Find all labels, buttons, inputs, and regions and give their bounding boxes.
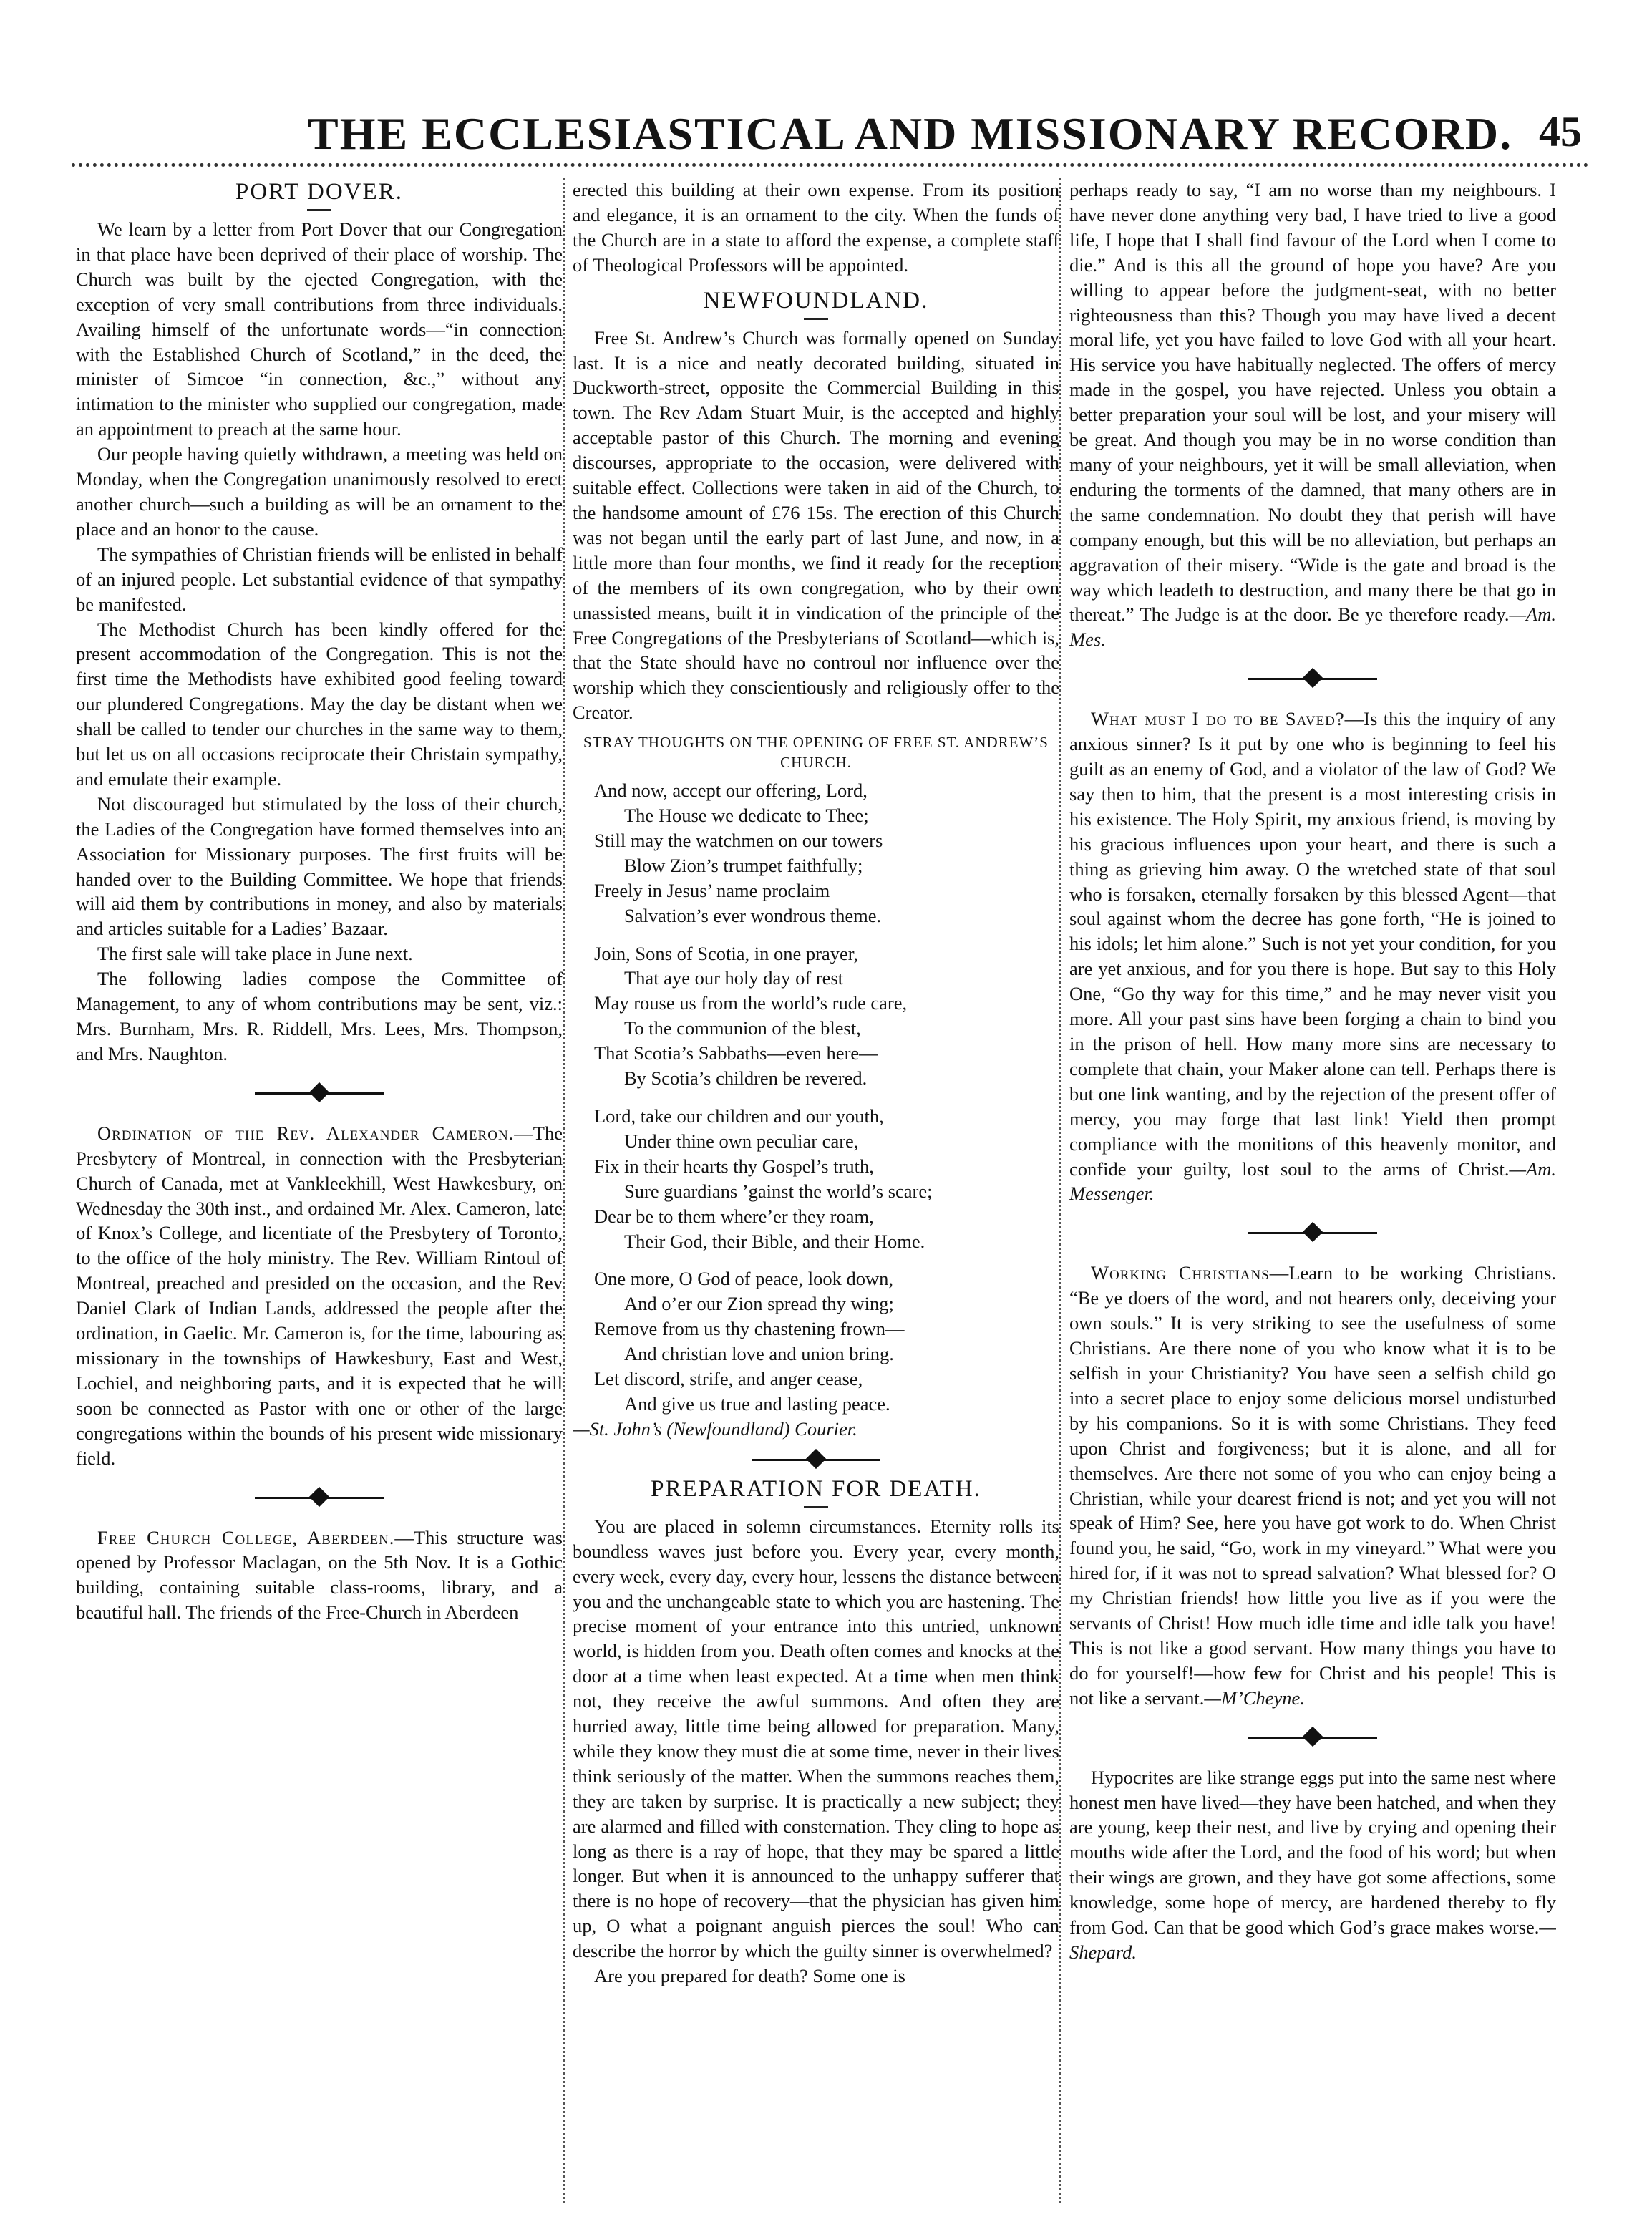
paragraph: Are you prepared for death? Some one is	[594, 1965, 905, 1987]
page-number: 45	[1539, 108, 1582, 155]
article-text: Hypocrites are like strange eggs put into the same nest where honest men have lived—they have been hatched, and when they are young, keep their nest, and live by crying and opening their mouths wide after the Lord, and the food of his word; but when their wings are grown, and they have got some affections, some knowledge, some hope of mercy, are hardened thereby to fly from God. Can that be good which God’s grace makes worse.	[1069, 1766, 1556, 1939]
working-article	[1069, 1261, 1556, 1710]
poem-line: Their God, their Bible, and their Home.	[624, 1230, 925, 1252]
poem-line: That Scotia’s Sabbaths—even here—	[594, 1042, 878, 1064]
poem-line: May rouse us from the world’s rude care,	[594, 992, 908, 1014]
poem-line: Lord, take our children and our youth,	[594, 1105, 884, 1127]
column-left	[76, 178, 563, 2203]
poem-stanza	[594, 1266, 1059, 1416]
column-rule	[563, 178, 565, 2203]
poem-line: And now, accept our offering, Lord,	[594, 780, 868, 802]
paragraph: The following ladies compose the Committee of Management, to any of whom contributions may be sent, viz.: Mrs. Burnham, Mrs. R. Riddell, Mrs. Lees, Mrs. Thompson, and Mrs. Naughton.	[76, 968, 563, 1064]
paragraph: Our people having quietly withdrawn, a meeting was held on Monday, when the Congregation unanimously resolved to erect another church—such a building as will be an ornament to the place and an honor to the cause.	[76, 443, 563, 540]
poem-line: That aye our holy day of rest	[624, 967, 844, 989]
column-right	[1069, 178, 1556, 2203]
page-header	[72, 107, 1589, 165]
poem-line: Blow Zion’s trumpet faithfully;	[624, 854, 863, 876]
poem-line: The House we dedicate to Thee;	[624, 805, 869, 827]
paragraph: perhaps ready to say, “I am no worse than my neighbours. I have never done anything very bad, I have tried to live a good life, I hope that I shall find favour of the Lord when I come to die.” And is this all the ground of hope you have? Are you willing to appear before the judgment-seat, with no better righteousness than this? Though you may have lived a decent moral life, yet you have failed to love God with all your heart. His service you have habitually neglected. The offers of mercy made in the gospel, you have rejected. Unless you obtain a better preparation your soul will be lost, and your misery will be great. And though you may be in no worse condition than many of your neighbours, yet it will be small alleviation, when enduring the torments of the damned, that many others are in the same condemnation. No doubt they that perish will have company enough, but this will be no alleviation, but perhaps an aggravation of their misery. “Wide is the gate and broad is the way which leadeth to destruction, and many there be that go in thereat.” The Judge is at the door. Be ye therefore ready.	[1069, 179, 1556, 626]
what-must-article	[1069, 707, 1556, 1206]
poem-line: Let discord, strife, and anger cease,	[594, 1368, 863, 1390]
source-credit: —Shepard.	[1069, 1916, 1556, 1963]
article-lead: What must I do to be Saved?	[1091, 708, 1345, 730]
poem-line: Salvation’s ever wondrous theme.	[624, 904, 882, 926]
college-article	[76, 1525, 563, 1626]
paragraph: Not discouraged but stimulated by the loss of their church, the Ladies of the Congregation have formed themselves into an Association for Missionary purposes. The first fruits will be handed over to the Building Committee. We hope that friends will aid them by contributions in money, and also by materials and articles suitable for a Ladies’ Bazaar.	[76, 792, 563, 940]
source-credit: —M’Cheyne.	[1204, 1687, 1305, 1709]
poem-line: By Scotia’s children be revered.	[624, 1067, 868, 1090]
article-lead: Free Church College, Aberdeen.	[97, 1526, 395, 1548]
section-ornament	[255, 1082, 384, 1104]
section-ornament	[752, 1449, 880, 1470]
poem-line: And give us true and lasting peace.	[624, 1392, 890, 1415]
paragraph: You are placed in solemn circumstances. Eternity rolls its boundless waves just before you. Every year, every month, every week, every day, every hour, lessens the distance between you and the unchangeable state to which you are hastening. The precise moment of your entrance into this untried, unknown world, is hidden from you. Death often comes and knocks at the door at a time when least expected. At a time when men think not, they receive the awful summons. And often they are hurried away, little time being allowed for preparation. Many, while they know they must die at some time, never in their lives think seriously of the matter. When the summons reaches them, they are taken by surprise. It is practically a new subject; they are alarmed and filled with consternation. They cling to hope as long as there is a ray of hope, that they may be spared a little longer. But when it is announced to the unhappy sufferer that there is no hope of recovery—that the physician has given him up, O what a poignant anguish pierces the soul! Who can describe the horror by which the guilty sinner is overwhelmed?	[573, 1515, 1059, 1962]
paragraph: We learn by a letter from Port Dover that our Congregation in that place have been deprived of their place of worship. The Church was built by the ejected Congregation, with the exception of very small contributions from three individuals. Availing himself of the unfortunate words—“in connection with the Established Church of Scotland,” in the deed, the minister of Simcoe “in connection, &c.,” without any intimation to the minister who supplied our congregation, made an appointment to preach at the same hour.	[76, 218, 563, 440]
article-lead: Ordination of the Rev. Alexander Cameron.	[97, 1122, 515, 1144]
poem-line: To the communion of the blest,	[624, 1017, 861, 1039]
article-text: —Is this the inquiry of any anxious sinner? Is it put by one who is beginning to feel his guilt as an enemy of God, and a violator of the law of God? We say then to him, that the present is a most interesting crisis in his existence. The Holy Spirit, my anxious friend, is moving by his gracious influences upon your heart, and there is such a thing as grieving him away. O the wretched state of that soul who is forsaken, eternally forsaken by this blessed Agent—that soul against whom the decree has gone forth, “He is joined to his idols; let him alone.” Such is not yet your condition, for you are yet anxious, and for you there is hope. But say to this Holy One, “Go thy way for this time,” and he may never visit you more. All your past sins have been forging a chain to bind you in the prison of hell. How many more sins are necessary to complete that chain, your Maker alone can tell. Perhaps there is but one link wanting, and by the rejection of the present offer of mercy, you may forge that last link! Yield then prompt compliance with the monitions of this heavenly monitor, and confide your guilty, lost soul to the arms of Christ.	[1069, 708, 1556, 1180]
poem-stanza	[594, 941, 1059, 1091]
title-dash	[804, 1506, 828, 1508]
paragraph: The sympathies of Christian friends will be enlisted in behalf of an injured people. Let substantial evidence of that sympathy be manifested.	[76, 543, 563, 615]
paragraph: The Methodist Church has been kindly offered for the present accommodation of the Congregation. This is not the first time the Methodists have exhibited good feeling toward our plundered Congregations. May the day be distant when we shall be called to tender our churches in the same way to them, but let us on all occasions reciprocate their Christain sympathy, and emulate their example.	[76, 618, 563, 790]
poem-line: And christian love and union bring.	[624, 1343, 894, 1365]
poem-line: Fix in their hearts thy Gospel’s truth,	[594, 1155, 874, 1177]
header-rule	[72, 163, 1589, 167]
paragraph: The first sale will take place in June next.	[97, 943, 413, 965]
column-middle	[573, 178, 1059, 2203]
preparation-continued	[1069, 178, 1556, 652]
paragraph: Free St. Andrew’s Church was formally opened on Sunday last. It is a nice and neatly decorated building, situated in Duckworth-street, opposite the Commercial Building in this town. The Rev Adam Stuart Muir, is the accepted and highly acceptable pastor of this Church. The morning and evening discourses, appropriate to the occasion, were delivered with suitable effect. Collections were taken in aid of the Church, to the handsome amount of £76 15s. The erection of this Church was not began until the early part of last June, and now, in a little more than four months, we find it ready for the reception of the members of its own congregation, who by their own unassisted means, built it in vindication of the principle of the Free Congregations of the Presbyterians of Scotland—which is, that the State should have no controul nor influence over the worship which they conscientiously and religiously offer to the Creator.	[573, 326, 1059, 724]
section-ornament	[255, 1487, 384, 1508]
section-ornament	[1248, 1727, 1377, 1748]
section-ornament	[1248, 668, 1377, 689]
hypocrites-article	[1069, 1765, 1556, 1965]
poem-source: —St. John’s (Newfoundland) Courier.	[573, 1417, 857, 1440]
article-title: NEWFOUNDLAND.	[703, 287, 929, 314]
poem-stanza	[594, 778, 1059, 928]
poem-line: Still may the watchmen on our towers	[594, 829, 883, 851]
article-title: PREPARATION FOR DEATH.	[651, 1475, 981, 1502]
source-credit: —Am. Mes.	[1069, 603, 1556, 651]
poem-line: Remove from us thy chastening frown—	[594, 1318, 905, 1340]
poem-title: STRAY THOUGHTS ON THE OPENING OF FREE ST. ANDREW’S CHURCH.	[583, 734, 1049, 772]
title-dash	[307, 209, 331, 211]
article-text: —This structure was opened by Professor Maclagan, on the 5th Nov. It is a Gothic building, containing suitable class-rooms, library, and a beautiful hall. The friends of the Free-Church in Aberdeen	[76, 1526, 563, 1624]
poem-line: Dear be to them where’er they roam,	[594, 1205, 874, 1227]
poem-line: Freely in Jesus’ name proclaim	[594, 879, 830, 901]
poem-line: Sure guardians ’gainst the world’s scare;	[624, 1180, 933, 1202]
poem-line: Join, Sons of Scotia, in one prayer,	[594, 942, 859, 964]
source-credit: —Am. Messenger.	[1069, 1158, 1556, 1205]
poem-line: One more, O God of peace, look down,	[594, 1268, 893, 1290]
poem-line: Under thine own peculiar care,	[624, 1130, 859, 1152]
page-title: THE ECCLESIASTICAL AND MISSIONARY RECORD.	[308, 108, 1513, 159]
title-dash	[804, 318, 828, 320]
poem-line: And o’er our Zion spread thy wing;	[624, 1293, 894, 1315]
article-text: —Learn to be working Christians. “Be ye doers of the word, and not hearers only, deceiving your own souls.” It is very striking to see the usefulness of some Christians. Are there none of you who know what it is to be selfish in your Christianity? You have seen a selfish child go into a secret place to enjoy some delicious morsel undisturbed by his companions. So it is with some Christians. They feed upon Christ and forgiveness; but it is alone, and all for themselves. Are there not some of you who can enjoy being a Christian, while your dearest friend is not; and yet you will not speak of Him? See, here you have got work to do. When Christ found you, he said, “Go, work in my vineyard.” What were you hired for, if it was not to spread salvation? What blessed for? O my Christian friends! how little you live as if you were the servants of Christ! How much idle time and idle talk you have! This is not like a good servant. How many things you have to do for yourself!—how few for Christ and his people! This is not like a servant.	[1069, 1262, 1556, 1709]
article-text: —The Presbytery of Montreal, in connection with the Presbyterian Church of Canada, met at Vankleekhill, West Hawkesbury, on Wednesday the 30th inst., and ordained Mr. Alex. Cameron, late of Knox’s College, and licentiate of the Presbytery of Toronto, to the office of the holy ministry. The Rev. William Rintoul of Montreal, preached and presided on the occasion, and the Rev Daniel Clark of Indian Lands, addressed the people after the ordination, in Gaelic. Mr. Cameron is, for the time, labouring as missionary in the townships of Hawkesbury, East and West, Lochiel, and neighboring parts, and it is expected that he will soon be connected as Pastor with one or other of the large congregations within the bounds of his present wide missionary field.	[76, 1122, 563, 1469]
article-lead: Working Christians	[1091, 1262, 1270, 1284]
ordination-article	[76, 1121, 563, 1471]
section-ornament	[1248, 1222, 1377, 1243]
poem-stanza	[594, 1104, 1059, 1253]
article-title: PORT DOVER.	[235, 179, 403, 205]
paragraph: erected this building at their own expense. From its position and elegance, it is an ornament to the city. When the funds of the Church are in a state to afford the expense, a complete staff of Theological Professors will be appointed.	[573, 179, 1059, 276]
column-rule	[1059, 178, 1061, 2203]
